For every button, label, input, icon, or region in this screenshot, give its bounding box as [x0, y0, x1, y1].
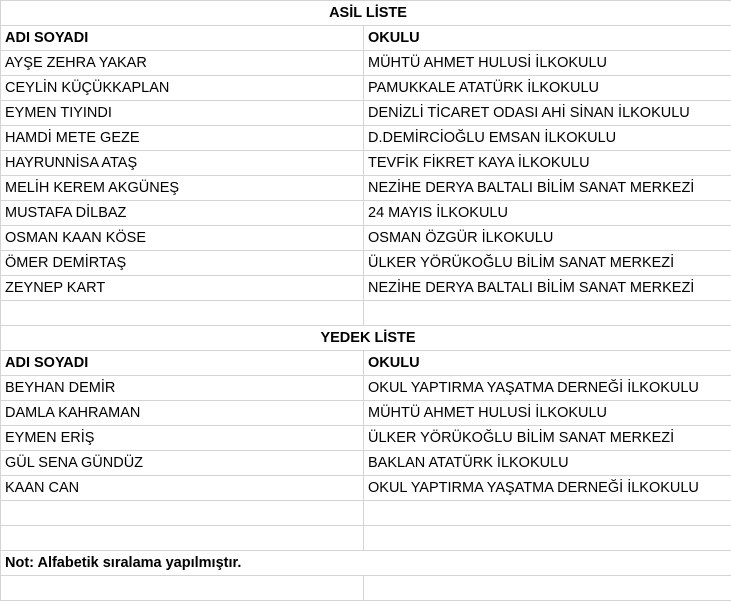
empty-cell — [1, 526, 364, 551]
table-row — [1, 51, 731, 76]
table-row — [1, 276, 731, 301]
yedek-header-row — [1, 351, 731, 376]
school-name-cell: BAKLAN ATATÜRK İLKOKULU — [364, 451, 731, 476]
student-name-cell: CEYLİN KÜÇÜKKAPLAN — [1, 76, 364, 101]
yedek-name-header: ADI SOYADI — [1, 351, 364, 376]
table-row — [1, 401, 731, 426]
table-row — [1, 176, 731, 201]
school-name-cell: ÜLKER YÖRÜKOĞLU BİLİM SANAT MERKEZİ — [364, 251, 731, 276]
empty-cell — [364, 526, 731, 551]
table-row — [1, 126, 731, 151]
student-name-cell: KAAN CAN — [1, 476, 364, 501]
student-name-cell: DAMLA KAHRAMAN — [1, 401, 364, 426]
empty-cell — [1, 501, 364, 526]
table-row — [1, 376, 731, 401]
asil-name-header: ADI SOYADI — [1, 26, 364, 51]
empty-cell — [364, 576, 731, 601]
school-name-cell: 24 MAYIS İLKOKULU — [364, 201, 731, 226]
empty-cell — [1, 576, 364, 601]
school-name-cell: MÜHTÜ AHMET HULUSİ İLKOKULU — [364, 401, 731, 426]
student-name-cell: HAMDİ METE GEZE — [1, 126, 364, 151]
school-name-cell: OKUL YAPTIRMA YAŞATMA DERNEĞİ İLKOKULU — [364, 476, 731, 501]
table-row — [1, 151, 731, 176]
empty-cell — [364, 501, 731, 526]
school-name-cell: TEVFİK FİKRET KAYA İLKOKULU — [364, 151, 731, 176]
student-name-cell: EYMEN ERİŞ — [1, 426, 364, 451]
table-row — [1, 251, 731, 276]
asil-title-row — [1, 1, 731, 26]
student-name-cell: AYŞE ZEHRA YAKAR — [1, 51, 364, 76]
student-name-cell: OSMAN KAAN KÖSE — [1, 226, 364, 251]
school-name-cell: PAMUKKALE ATATÜRK İLKOKULU — [364, 76, 731, 101]
school-name-cell: MÜHTÜ AHMET HULUSİ İLKOKULU — [364, 51, 731, 76]
school-name-cell: D.DEMİRCİOĞLU EMSAN İLKOKULU — [364, 126, 731, 151]
school-name-cell: NEZİHE DERYA BALTALI BİLİM SANAT MERKEZİ — [364, 176, 731, 201]
asil-list-title: ASİL LİSTE — [1, 1, 731, 26]
empty-row — [1, 576, 731, 601]
student-name-cell: MUSTAFA DİLBAZ — [1, 201, 364, 226]
school-name-cell: OSMAN ÖZGÜR İLKOKULU — [364, 226, 731, 251]
table-row — [1, 426, 731, 451]
student-name-cell: EYMEN TIYINDI — [1, 101, 364, 126]
school-name-cell: DENİZLİ TİCARET ODASI AHİ SİNAN İLKOKULU — [364, 101, 731, 126]
table-row — [1, 201, 731, 226]
empty-row — [1, 501, 731, 526]
yedek-school-header: OKULU — [364, 351, 731, 376]
empty-row — [1, 301, 731, 326]
empty-cell — [364, 301, 731, 326]
asil-school-header: OKULU — [364, 26, 731, 51]
student-name-cell: ÖMER DEMİRTAŞ — [1, 251, 364, 276]
table-row — [1, 451, 731, 476]
note-row — [1, 551, 731, 576]
school-name-cell: ÜLKER YÖRÜKOĞLU BİLİM SANAT MERKEZİ — [364, 426, 731, 451]
empty-cell — [1, 301, 364, 326]
empty-row — [1, 526, 731, 551]
asil-header-row — [1, 26, 731, 51]
note-text: Not: Alfabetik sıralama yapılmıştır. — [1, 551, 731, 576]
student-name-cell: MELİH KEREM AKGÜNEŞ — [1, 176, 364, 201]
student-name-cell: GÜL SENA GÜNDÜZ — [1, 451, 364, 476]
student-name-cell: ZEYNEP KART — [1, 276, 364, 301]
student-name-cell: BEYHAN DEMİR — [1, 376, 364, 401]
yedek-list-title: YEDEK LİSTE — [1, 326, 731, 351]
yedek-title-row — [1, 326, 731, 351]
school-name-cell: OKUL YAPTIRMA YAŞATMA DERNEĞİ İLKOKULU — [364, 376, 731, 401]
table-row — [1, 476, 731, 501]
table-row — [1, 226, 731, 251]
student-name-cell: HAYRUNNİSA ATAŞ — [1, 151, 364, 176]
school-name-cell: NEZİHE DERYA BALTALI BİLİM SANAT MERKEZİ — [364, 276, 731, 301]
table-row — [1, 101, 731, 126]
table-row — [1, 76, 731, 101]
